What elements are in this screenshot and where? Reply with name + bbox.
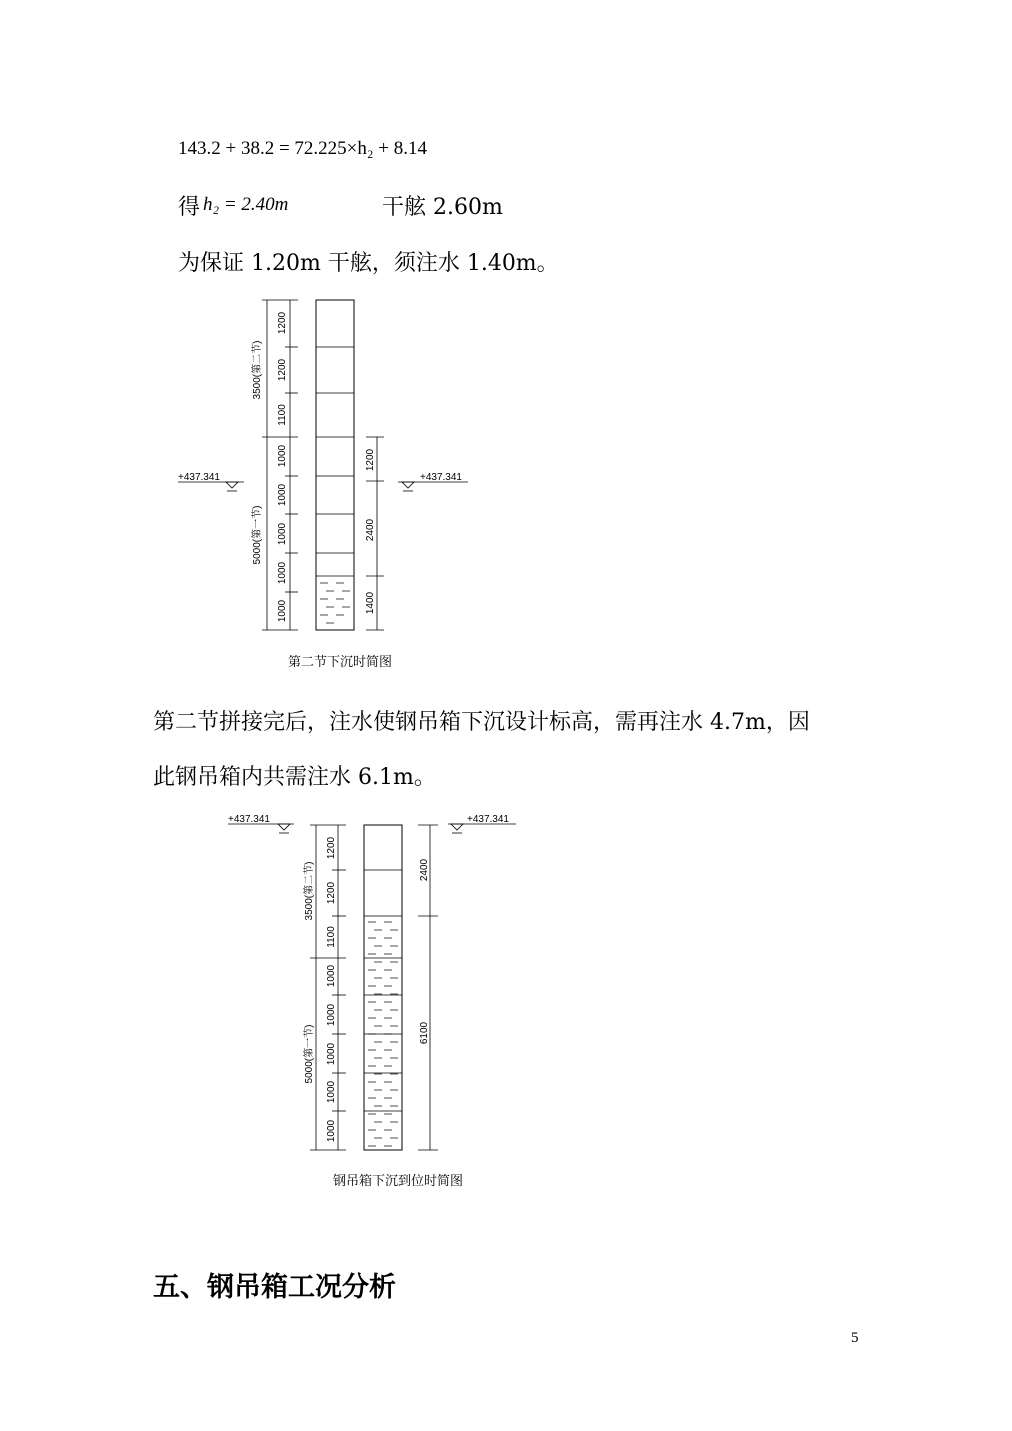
right-segment-label: 2400 bbox=[365, 518, 376, 542]
left-segment-label: 1100 bbox=[277, 404, 288, 426]
figure-box-in-position bbox=[222, 808, 532, 1158]
right-segment-label: 6100 bbox=[419, 1021, 430, 1045]
left-segment-label: 1000 bbox=[277, 444, 288, 468]
right-segment-label: 1400 bbox=[365, 591, 376, 615]
left-section-label: 3500(第二节) bbox=[304, 861, 315, 921]
left-segment-label: 1200 bbox=[326, 881, 337, 905]
left-section-label: 3500(第二节) bbox=[252, 340, 263, 400]
water-level-label-right: +437.341 bbox=[420, 472, 462, 483]
paragraph-water-requirement: 为保证 1.20m 干舷，须注水 1.40m。 bbox=[178, 251, 559, 276]
left-segment-label: 1000 bbox=[326, 1042, 337, 1066]
left-segment-label: 1000 bbox=[326, 1003, 337, 1027]
page-number: 5 bbox=[851, 1330, 859, 1346]
left-segment-label: 1000 bbox=[326, 1080, 337, 1104]
water-level-label-right: +437.341 bbox=[467, 814, 509, 825]
result-freeboard: 干舷 2.60m bbox=[382, 195, 503, 220]
left-segment-label: 1200 bbox=[277, 311, 288, 335]
left-section-label: 5000(第一节) bbox=[252, 505, 263, 565]
water-level-label-left: +437.341 bbox=[228, 814, 270, 825]
water-level-icon bbox=[278, 824, 290, 830]
paragraph-second-section-line1: 第二节拼接完后，注水使钢吊箱下沉设计标高，需再注水 4.7m，因 bbox=[153, 710, 810, 735]
box-outline bbox=[316, 300, 354, 630]
water-level-label-left: +437.341 bbox=[178, 472, 220, 483]
left-segment-label: 1200 bbox=[277, 358, 288, 382]
left-segment-label: 1000 bbox=[277, 522, 288, 546]
figure-1-caption: 第二节下沉时简图 bbox=[288, 655, 393, 670]
left-segment-label: 1000 bbox=[326, 964, 337, 988]
left-segment-label: 1000 bbox=[326, 1119, 337, 1143]
section-heading: 五、钢吊箱工况分析 bbox=[153, 1272, 396, 1303]
water-level-icon bbox=[451, 824, 463, 830]
equation-line: 143.2 + 38.2 = 72.225×h₂ + 8.14 bbox=[178, 138, 427, 159]
left-segment-label: 1000 bbox=[277, 483, 288, 507]
left-segment-label: 1000 bbox=[277, 561, 288, 585]
left-segment-label: 1200 bbox=[326, 836, 337, 860]
right-segment-label: 1200 bbox=[365, 448, 376, 472]
left-segment-label: 1000 bbox=[277, 599, 288, 623]
paragraph-second-section-line2: 此钢吊箱内共需注水 6.1m。 bbox=[153, 765, 436, 790]
figure-second-section-sinking bbox=[170, 290, 490, 645]
left-section-label: 5000(第一节) bbox=[304, 1024, 315, 1084]
result-formula: h₂ = 2.40m bbox=[203, 194, 289, 215]
figure-2-caption: 钢吊箱下沉到位时简图 bbox=[333, 1174, 464, 1189]
right-segment-label: 2400 bbox=[419, 858, 430, 882]
box-outline bbox=[364, 825, 402, 1150]
left-segment-label: 1100 bbox=[326, 926, 337, 948]
water-level-icon bbox=[226, 482, 238, 488]
result-prefix: 得 bbox=[178, 195, 201, 220]
water-level-icon bbox=[402, 482, 414, 488]
